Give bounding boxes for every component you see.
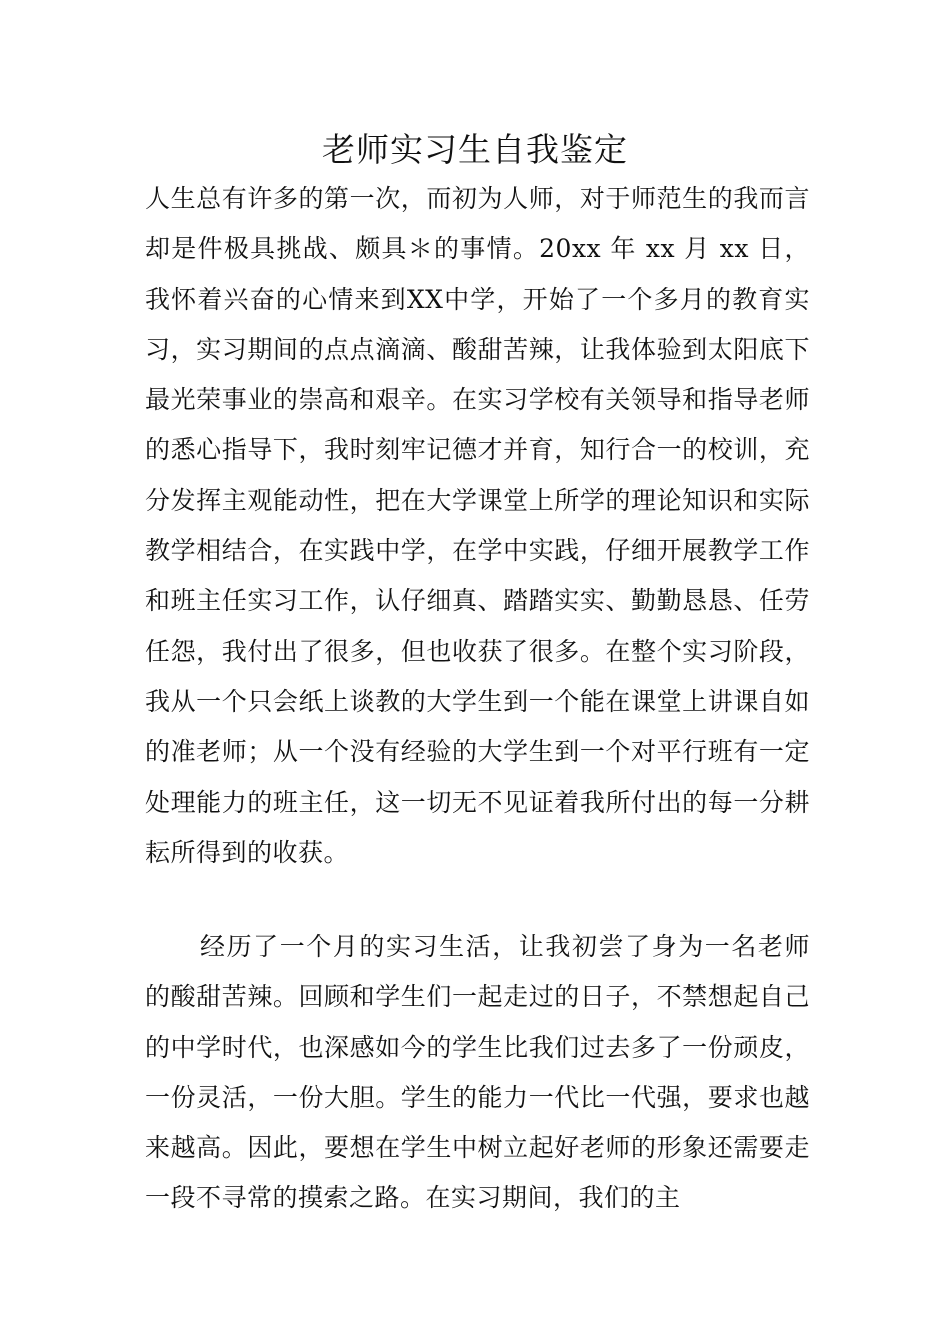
document-title: 老师实习生自我鉴定	[322, 130, 628, 169]
paragraph-2: 经历了一个月的实习生活，让我初尝了身为一名老师的酸甜苦辣。回顾和学生们一起走过的日子，不禁想起自己的中学时代，也深感如今的学生比我们过去多了一份顽皮，一份灵活，一份大胆。学生的能力一代比一代强，要求也越来越高。因此，要想在学生中树立起好老师的形象还需要走一段不寻常的摸索之路。在实习期间，我们的主	[145, 932, 810, 1213]
paragraph-1: 人生总有许多的第一次，而初为人师，对于师范生的我而言却是件极具挑战、颇具＊的事情。20xx 年 xx 月 xx 日，我怀着兴奋的心情来到XX中学，开始了一个多月的教育实习，实习期间的点点滴滴、酸甜苦辣，让我体验到太阳底下最光荣事业的崇高和艰辛。在实习学校有关领导和指导老师的悉心指导下，我时刻牢记德才并育，知行合一的校训，充分发挥主观能动性，把在大学课堂上所学的理论知识和实际教学相结合，在实践中学，在学中实践，仔细开展教学工作和班主任实习工作，认仔细真、踏踏实实、勤勤恳恳、任劳任怨，我付出了很多，但也收获了很多。在整个实习阶段，我从一个只会纸上谈教的大学生到一个能在课堂上讲课自如的准老师；从一个没有经验的大学生到一个对平行班有一定处理能力的班主任，这一切无不见证着我所付出的每一分耕耘所得到的收获。	[145, 184, 810, 867]
